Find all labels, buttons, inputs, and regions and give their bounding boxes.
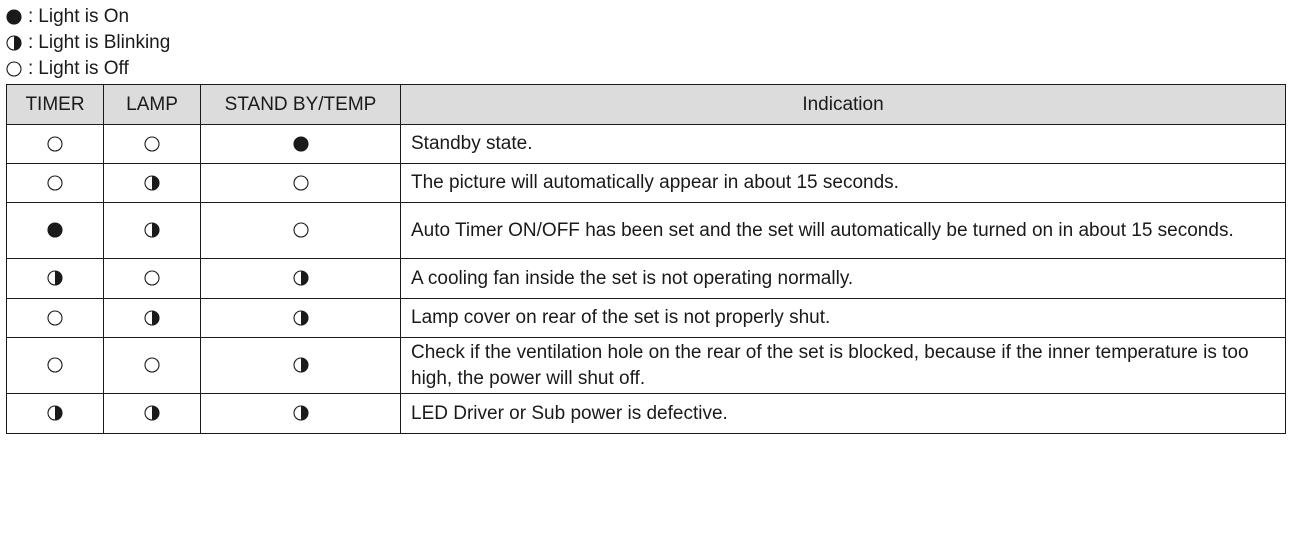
table-row xyxy=(7,164,1286,203)
light-on-icon xyxy=(6,9,22,25)
header-timer: TIMER xyxy=(7,85,104,125)
lamp-light-icon xyxy=(144,270,160,286)
indication-cell: LED Driver or Sub power is defective. xyxy=(401,394,1286,434)
header-indication: Indication xyxy=(401,85,1286,125)
table-body xyxy=(7,125,1286,434)
table-header xyxy=(7,85,1286,125)
light-legend xyxy=(6,4,1292,82)
header-lamp: LAMP xyxy=(104,85,201,125)
timer-cell xyxy=(7,299,104,338)
timer-light-icon xyxy=(47,222,63,238)
indication-cell: Lamp cover on rear of the set is not properly shut. xyxy=(401,299,1286,338)
standby-cell xyxy=(201,394,401,434)
lamp-cell xyxy=(104,299,201,338)
timer-cell xyxy=(7,338,104,394)
standby-cell xyxy=(201,203,401,259)
table-row xyxy=(7,394,1286,434)
legend-separator: : xyxy=(28,58,34,79)
legend-item-blinking xyxy=(6,30,1292,56)
indication-cell: Standby state. xyxy=(401,125,1286,164)
indication-cell: Auto Timer ON/OFF has been set and the set will automatically be turned on in about 15 seconds. xyxy=(401,203,1286,259)
lamp-light-icon xyxy=(144,136,160,152)
lamp-light-icon xyxy=(144,405,160,421)
standby-cell xyxy=(201,164,401,203)
legend-item-off xyxy=(6,56,1292,82)
table-row xyxy=(7,299,1286,338)
timer-cell xyxy=(7,259,104,299)
indication-cell: A cooling fan inside the set is not operating normally. xyxy=(401,259,1286,299)
standby-light-icon xyxy=(293,310,309,326)
legend-label: Light is On xyxy=(38,6,130,27)
indication-cell: The picture will automatically appear in about 15 seconds. xyxy=(401,164,1286,203)
legend-separator: : xyxy=(28,32,34,53)
standby-light-icon xyxy=(293,357,309,373)
standby-light-icon xyxy=(293,270,309,286)
lamp-cell xyxy=(104,203,201,259)
table-row xyxy=(7,259,1286,299)
timer-cell xyxy=(7,125,104,164)
standby-cell xyxy=(201,299,401,338)
standby-light-icon xyxy=(293,405,309,421)
timer-light-icon xyxy=(47,270,63,286)
standby-cell xyxy=(201,125,401,164)
indicator-status-table xyxy=(6,84,1286,434)
lamp-light-icon xyxy=(144,222,160,238)
lamp-light-icon xyxy=(144,175,160,191)
timer-cell xyxy=(7,164,104,203)
timer-light-icon xyxy=(47,175,63,191)
lamp-cell xyxy=(104,164,201,203)
timer-light-icon xyxy=(47,136,63,152)
lamp-cell xyxy=(104,394,201,434)
indication-cell: Check if the ventilation hole on the rear of the set is blocked, because if the inner temperature is too high, the power will shut off. xyxy=(401,338,1286,394)
lamp-cell xyxy=(104,259,201,299)
standby-light-icon xyxy=(293,136,309,152)
standby-cell xyxy=(201,259,401,299)
lamp-cell xyxy=(104,338,201,394)
table-row xyxy=(7,203,1286,259)
lamp-cell xyxy=(104,125,201,164)
timer-light-icon xyxy=(47,357,63,373)
lamp-light-icon xyxy=(144,310,160,326)
table-row xyxy=(7,338,1286,394)
legend-label: Light is Off xyxy=(38,58,129,79)
table-row xyxy=(7,125,1286,164)
standby-cell xyxy=(201,338,401,394)
header-standby-temp: STAND BY/TEMP xyxy=(201,85,401,125)
timer-light-icon xyxy=(47,405,63,421)
timer-cell xyxy=(7,394,104,434)
standby-light-icon xyxy=(293,175,309,191)
timer-cell xyxy=(7,203,104,259)
header-row xyxy=(7,85,1286,125)
timer-light-icon xyxy=(47,310,63,326)
light-off-icon xyxy=(6,61,22,77)
legend-label: Light is Blinking xyxy=(38,32,171,53)
standby-light-icon xyxy=(293,222,309,238)
legend-separator: : xyxy=(28,6,34,27)
lamp-light-icon xyxy=(144,357,160,373)
light-blinking-icon xyxy=(6,35,22,51)
legend-item-on xyxy=(6,4,1292,30)
